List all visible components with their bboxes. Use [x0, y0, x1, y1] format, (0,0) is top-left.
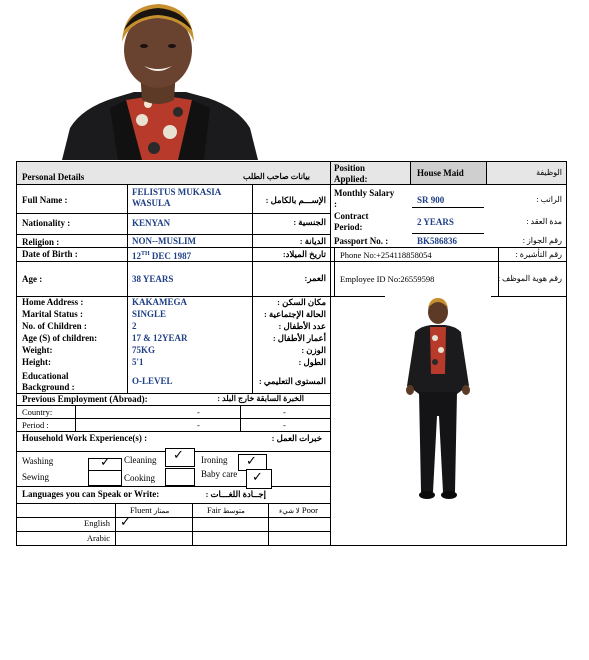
nationality-label-ar: الجنسية : — [293, 217, 326, 227]
languages-label-ar: إجــادة اللغـــات : — [205, 489, 266, 499]
fair-column-header: Fair متوسط — [207, 505, 245, 515]
fluent-column-header: Fluent ممتاز — [130, 505, 170, 515]
education-label-ar: المستوى التعليمي : — [258, 376, 326, 386]
skill-sewing-label: Sewing — [22, 472, 49, 482]
rule — [16, 531, 330, 532]
rule — [412, 207, 484, 208]
passport-label-ar: رقم الجواز : — [522, 236, 562, 245]
position-applied-label: Position Applied: — [334, 163, 368, 184]
marital-status-value: SINGLE — [132, 309, 167, 319]
salary-value: SR 900 — [417, 195, 445, 205]
applicant-full-body-photo — [385, 296, 491, 502]
religion-label-ar: الديانة : — [299, 236, 326, 246]
rule — [16, 431, 330, 432]
passport-label: Passport No. : — [334, 236, 389, 246]
personal-details-heading-ar: بيانات صاحب الطلب — [242, 172, 310, 181]
skill-ironing-label: Ironing — [201, 455, 228, 465]
period-value-1: - — [197, 420, 200, 430]
rule — [486, 161, 487, 184]
poor-column-header: لا شيء Poor — [279, 505, 318, 515]
position-applied-value: House Maid — [417, 168, 464, 178]
full-name-value: FELISTUS MUKASIA WASULA — [132, 187, 222, 208]
height-label-ar: الطول : — [298, 357, 326, 367]
applicant-portrait-photo — [62, 0, 258, 160]
date-of-birth-label-ar: تاريخ الميلاد: — [282, 249, 326, 259]
period-label: Period : — [22, 420, 49, 430]
rule — [16, 213, 330, 214]
sewing-checkbox[interactable] — [88, 470, 122, 486]
cooking-checkbox[interactable] — [165, 468, 195, 486]
rule — [412, 233, 484, 234]
marital-status-label-ar: الحالة الإجتماعية : — [264, 309, 326, 319]
rule — [16, 418, 330, 419]
work-experience-label: Household Work Experience(s) : — [22, 433, 148, 443]
children-count-label: No. of Children : — [22, 321, 87, 331]
date-of-birth-value: 12TH DEC 1987 — [132, 251, 192, 261]
country-value-2: - — [283, 407, 286, 417]
weight-value: 75KG — [132, 345, 156, 355]
education-label: Educational Background : — [22, 371, 75, 392]
education-value: O-LEVEL — [132, 376, 173, 386]
washing-check-mark-icon: ✓ — [100, 455, 111, 470]
full-name-label-ar: الإســـم بالكامل : — [265, 195, 326, 205]
position-applied-label-ar: الوظيفة — [536, 168, 562, 177]
skill-cooking-label: Cooking — [124, 473, 156, 483]
home-address-label: Home Address : — [22, 297, 84, 307]
rule — [75, 405, 76, 431]
languages-label: Languages you can Speak or Write: — [22, 489, 160, 499]
rule — [16, 234, 330, 235]
age-value: 38 YEARS — [132, 274, 174, 284]
babycare-check-mark-icon: ✓ — [252, 470, 263, 485]
home-address-value: KAKAMEGA — [132, 297, 187, 307]
rule — [127, 184, 128, 393]
rule — [16, 184, 567, 185]
rule — [268, 503, 269, 546]
nationality-value: KENYAN — [132, 218, 171, 228]
children-age-label: Age (S) of children: — [22, 333, 98, 343]
country-value-1: - — [197, 407, 200, 417]
rule — [252, 184, 253, 393]
rule — [16, 247, 567, 248]
employee-id-field: Employee ID No:26559598 — [340, 274, 435, 284]
contract-label: Contract Period: — [334, 211, 369, 232]
children-age-label-ar: أعمار الأطفال : — [272, 333, 326, 343]
marital-status-label: Marital Status : — [22, 309, 83, 319]
children-count-value: 2 — [132, 321, 137, 331]
children-age-value: 17 & 12YEAR — [132, 333, 188, 343]
employee-id-label-ar: رقم هوية الموظف : — [497, 274, 562, 283]
contract-value: 2 YEARS — [417, 217, 454, 227]
rule — [115, 503, 116, 546]
previous-employment-label: Previous Employment (Abroad): — [22, 394, 148, 404]
passport-value: BK586836 — [417, 236, 458, 246]
contract-label-ar: مدة العقد : — [526, 217, 562, 226]
cleaning-check-mark-icon: ✓ — [173, 448, 184, 463]
religion-value: NON--MUSLIM — [132, 236, 196, 246]
skill-babycare-label: Baby care — [201, 469, 238, 479]
phone-number-field: Phone No:+254118858054 — [340, 250, 432, 260]
full-name-label: Full Name : — [22, 195, 68, 205]
main-column-divider — [330, 161, 331, 546]
home-address-label-ar: مكان السكن : — [277, 297, 326, 307]
previous-employment-label-ar: الخبرة السابقة خارج البلد : — [217, 394, 304, 403]
skill-washing-label: Washing — [22, 456, 54, 466]
salary-label-ar: الراتب : — [536, 195, 562, 204]
language-english-label: English — [84, 518, 110, 528]
skill-cleaning-label: Cleaning — [124, 455, 157, 465]
personal-details-heading: Personal Details — [22, 172, 85, 182]
date-of-birth-label: Date of Birth : — [22, 249, 78, 259]
rule — [334, 247, 335, 296]
nationality-label: Nationality : — [22, 218, 71, 228]
rule — [16, 405, 330, 406]
rule — [192, 503, 193, 546]
visa-number-label-ar: رقم التأشيرة : — [515, 250, 562, 259]
children-count-label-ar: عدد الأطفال : — [278, 321, 326, 331]
weight-label: Weight: — [22, 345, 53, 355]
period-value-2: - — [283, 420, 286, 430]
language-arabic-label: Arabic — [86, 533, 110, 543]
religion-label: Religion : — [22, 237, 60, 247]
work-experience-label-ar: خبرات العمل : — [271, 433, 322, 443]
ironing-check-mark-icon: ✓ — [246, 454, 257, 469]
rule — [240, 405, 241, 431]
rule — [16, 503, 330, 504]
age-label-ar: العمر: — [304, 273, 326, 283]
country-label: Country: — [22, 407, 53, 417]
rule — [16, 261, 567, 262]
salary-label: Monthly Salary : — [334, 188, 395, 209]
english-fluent-check-mark-icon: ✓ — [120, 515, 131, 530]
height-value: 5'1 — [132, 357, 144, 367]
weight-label-ar: الوزن : — [301, 345, 326, 355]
age-label: Age : — [22, 274, 43, 284]
rule — [410, 161, 411, 184]
height-label: Height: — [22, 357, 51, 367]
rule — [16, 486, 330, 487]
